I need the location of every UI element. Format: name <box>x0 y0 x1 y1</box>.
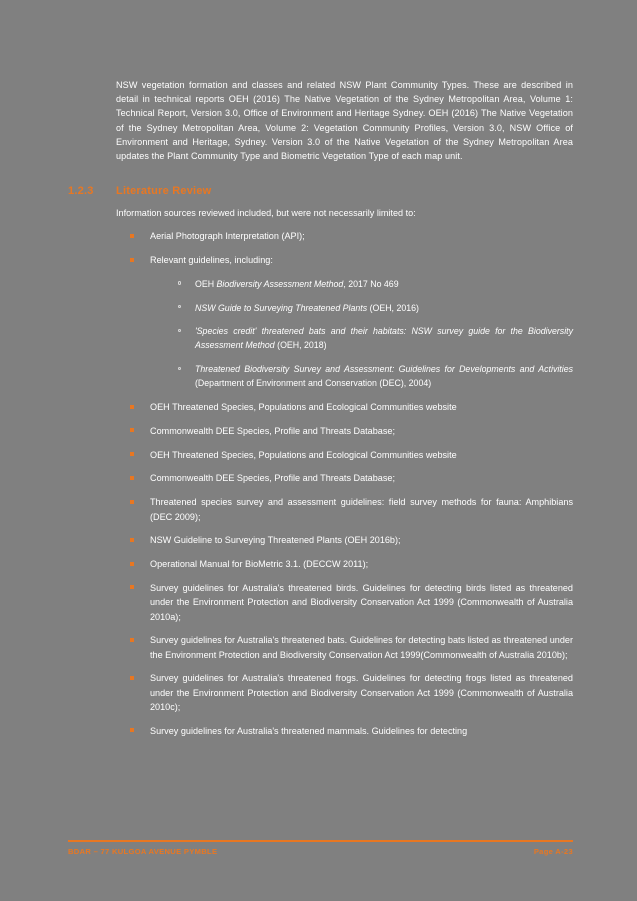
footer-divider <box>68 840 573 842</box>
bullet-circle-icon <box>178 367 181 370</box>
list-item <box>68 581 573 624</box>
sub-item-title: NSW Guide to Surveying Threatened Plants <box>195 302 368 313</box>
list-item <box>68 253 573 267</box>
list-item <box>68 533 573 547</box>
guidelines-sublist <box>68 277 573 391</box>
list-item <box>68 557 573 571</box>
sub-item-title: Threatened Biodiversity Survey and Assessment: Guidelines for Developments and Activities <box>195 364 573 375</box>
sub-list-item <box>68 277 573 291</box>
sub-item-title: Biodiversity Assessment Method <box>216 278 344 289</box>
bullet-square-icon <box>130 452 134 456</box>
list-item-label: Operational Manual for BioMetric 3.1. (DECCW 2011); <box>150 559 369 570</box>
page-footer <box>68 840 573 856</box>
sub-list-item <box>68 362 573 390</box>
sub-item-suffix: (OEH, 2016) <box>367 302 419 313</box>
intro-body-paragraph: NSW vegetation formation and classes and related NSW Plant Community Types. These are described in detail in technical reports OEH (2016) The Native Vegetation of the Sydney Metropolitan Area, Volume 1: Technical Report, Version 3.0, Office of Environment and Heritage Sydney. OEH (2016) The Native Vegetation of the Sydney Metropolitan Area, Volume 2: Vegetation Community Profiles, Version 3.0, NSW Office of Environment and Heritage, Sydney. Version 3.0 of the Native Vegetation of the Sydney Metropolitan Area updates the Plant Community Type and Biometric Vegetation Type of each map unit. <box>116 80 573 162</box>
list-item <box>68 229 573 243</box>
section-intro-text: Information sources reviewed included, but were not necessarily limited to: <box>116 208 416 219</box>
bullet-square-icon <box>130 428 134 432</box>
literature-source-list <box>68 229 573 738</box>
list-item-label: Survey guidelines for Australia's threatened birds. Guidelines for detecting birds listed as threatened under the Environment Protection and Biodiversity Conservation Act 1999 (Commonwealth of Australia 2010a); <box>150 582 573 622</box>
footer-document-title: BDAR – 77 KULGOA AVENUE PYMBLE <box>68 847 218 856</box>
sub-list-item <box>68 324 573 352</box>
sub-item-suffix: , 2017 No 469 <box>343 278 399 289</box>
list-item-label: Survey guidelines for Australia's threatened frogs. Guidelines for detecting frogs listed as threatened under the Environment Protection and Biodiversity Conservation Act 1999 (Commonwealth of Australia 2010c); <box>150 673 573 712</box>
list-item-label: OEH Threatened Species, Populations and Ecological Communities website <box>150 449 457 460</box>
bullet-square-icon <box>130 234 134 238</box>
bullet-square-icon <box>130 728 134 732</box>
bullet-square-icon <box>130 585 134 589</box>
bullet-circle-icon <box>178 329 181 332</box>
sub-item-suffix: (OEH, 2018) <box>274 340 327 351</box>
sub-item-title: 'Species credit' threatened bats and their habitats: NSW survey guide for the Biodiversity Assessment Method <box>195 326 573 351</box>
list-item <box>68 633 573 662</box>
bullet-square-icon <box>130 638 134 642</box>
section-heading <box>68 185 573 197</box>
bullet-square-icon <box>130 405 134 409</box>
sub-list-item <box>68 301 573 315</box>
section-title: Literature Review <box>116 185 212 198</box>
list-item-label: Threatened species survey and assessment guidelines: field survey methods for fauna: Amphibians (DEC 2009); <box>150 497 573 522</box>
bullet-square-icon <box>130 258 134 262</box>
bullet-square-icon <box>130 500 134 504</box>
sub-item-prefix: OEH <box>195 278 217 289</box>
footer-page-number: Page A-23 <box>533 847 573 856</box>
list-item-label: NSW Guideline to Surveying Threatened Plants (OEH 2016b); <box>150 535 401 546</box>
list-item <box>68 671 573 714</box>
bullet-square-icon <box>130 476 134 480</box>
footer-row <box>68 847 573 856</box>
list-item-label: Survey guidelines for Australia's threatened bats. Guidelines for detecting bats listed as threatened under the Environment Protection and Biodiversity Conservation Act 1999(Commonwealth of Australia 2010b); <box>150 635 573 660</box>
list-item <box>68 400 573 414</box>
list-item <box>68 448 573 462</box>
list-item-label: Aerial Photograph Interpretation (API); <box>150 231 305 242</box>
list-item <box>68 724 573 738</box>
bullet-square-icon <box>130 562 134 566</box>
bullet-square-icon <box>130 538 134 542</box>
list-item-label: OEH Threatened Species, Populations and Ecological Communities website <box>150 402 457 413</box>
sub-item-suffix: (Department of Environment and Conservation (DEC), 2004) <box>195 378 432 389</box>
list-item-label: Survey guidelines for Australia's threatened mammals. Guidelines for detecting <box>150 725 468 736</box>
bullet-circle-icon <box>178 281 181 284</box>
list-item <box>68 424 573 438</box>
bullet-circle-icon <box>178 305 181 308</box>
list-item <box>68 471 573 485</box>
section-number: 1.2.3 <box>68 185 94 198</box>
page-content <box>68 78 573 748</box>
list-item-label: Commonwealth DEE Species, Profile and Threats Database; <box>150 425 395 436</box>
bullet-square-icon <box>130 676 134 680</box>
list-item-label: Commonwealth DEE Species, Profile and Threats Database; <box>150 473 395 484</box>
list-item-label: Relevant guidelines, including: <box>150 255 273 266</box>
list-item <box>68 495 573 524</box>
